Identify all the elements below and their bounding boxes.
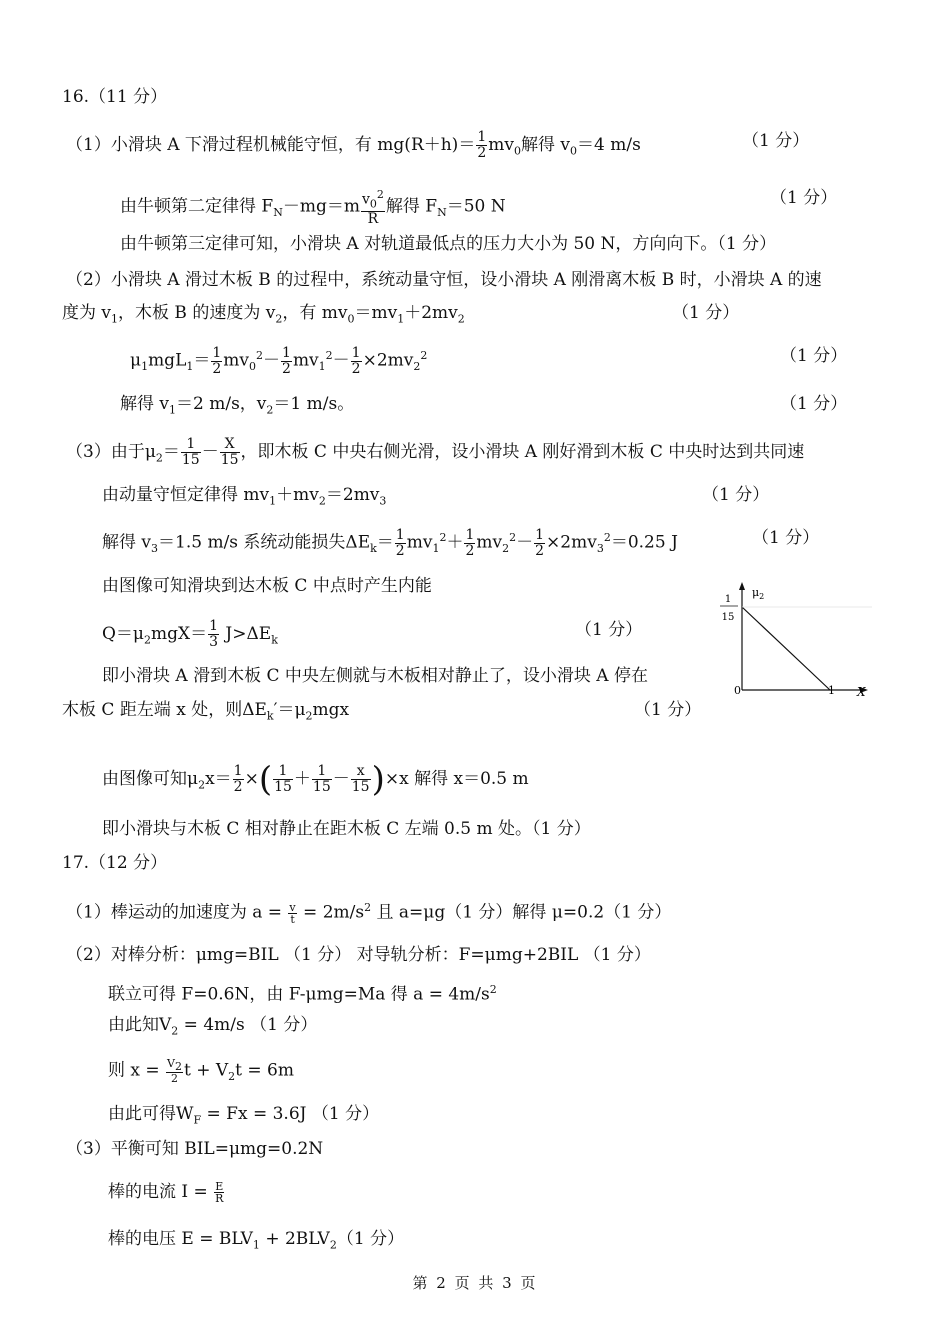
score-label: （1 分） bbox=[672, 303, 740, 323]
q17-line2: （2）对棒分析：μmg=BIL （1 分） 对导轨分析：F=μmg+2BIL （1 分） bbox=[66, 945, 651, 965]
q16-heading: 16.（11 分） bbox=[62, 87, 168, 107]
q17-line1: （1）棒运动的加速度为 a = $\frac{v}{t}$ = $2m/s^2$ 且 a=μg（1 分）解得 μ=0.2（1 分） bbox=[66, 900, 672, 926]
q16-p3-line8: 由图像可知$\mu_2x=$ $\frac{1}{2}$ ×( $\frac{1}{15}$ ＋ $\frac{1}{15}$ － $\frac{x}{15}$ )×x 解得 x＝0.5 m bbox=[102, 759, 529, 800]
q16-p3-line6: 即小滑块 A 滑到木板 C 中央左侧就与木板相对静止了，设小滑块 A 停在 bbox=[102, 666, 648, 686]
q17-heading: 17.（12 分） bbox=[62, 853, 168, 873]
q17-line9: 棒的电压 $E = BLV_1 + 2BLV_2(1$ 分） bbox=[108, 1229, 405, 1252]
q17-line8: 棒的电流 I = $\frac{E}{R}$ bbox=[108, 1180, 224, 1205]
score-label: （1 分） bbox=[702, 485, 770, 505]
score-label: （1 分） bbox=[742, 131, 810, 151]
q16-p3-line2: 由动量守恒定律得 $mv_1+mv_2=2mv_3$ bbox=[102, 485, 387, 508]
q16-p1-line2: 由牛顿第二定律得 $F_N-mg=m$ $\frac{v_0^2}{R}$ 解得 $F_N=50$ N bbox=[120, 188, 506, 228]
q16-p3-line7: 木板 C 距左端 x 处，则$\Delta E_k'=\mu_2mgx$ bbox=[62, 700, 350, 723]
q17-line6: 由此可得$W_F = Fx = 3.6J$ （1 分） bbox=[108, 1104, 380, 1127]
q16-p3-line5: $Q=\mu_2mgX=$ $\frac{1}{3}$ $J>\Delta E_k$ bbox=[102, 618, 278, 650]
q17-line3: 联立可得 F=0.6N，由 F-μmg=Ma 得 $a = 4m/s^2$ bbox=[108, 983, 497, 1005]
x-axis-label: X bbox=[857, 685, 866, 699]
q17-line7: （3）平衡可知 BIL=μmg=0.2N bbox=[66, 1139, 324, 1159]
x-tick: 1 bbox=[828, 684, 835, 697]
q16-p2-line4: 解得 $v_1=2$ m/s，$v_2=1$ m/s。 bbox=[120, 394, 355, 417]
page-footer: 第 2 页 共 3 页 bbox=[412, 1274, 538, 1292]
y-axis-arrow bbox=[739, 582, 745, 590]
score-label: （1 分） bbox=[634, 700, 702, 720]
score-label: （1 分） bbox=[752, 528, 820, 548]
q17-line4: 由此知$V_2 = 4m/s$ （1 分） bbox=[108, 1015, 318, 1038]
score-label: （1 分） bbox=[770, 188, 838, 208]
q16-p2-line3: $\mu_1mgL_1=$ $\frac{1}{2}$ $mv_0^2-$ $\frac{1}{2}$ $mv_1^2-$ $\frac{1}{2}$ $\times 2mv_2^2$ bbox=[130, 344, 428, 377]
q16-p2-line1: （2）小滑块 A 滑过木板 B 的过程中，系统动量守恒，设小滑块 A 刚滑离木板 B 时，小滑块 A 的速 bbox=[66, 270, 822, 290]
q16-p2-line2: 度为 $v_1$，木板 B 的速度为 $v_2$，有 $mv_0=mv_1+2mv_2$ bbox=[62, 303, 465, 326]
q16-p3-line1: （3）由于$\mu_2=$ $\frac{1}{15}$ － $\frac{X}{15}$ ，即木板 C 中央右侧光滑，设小滑块 A 刚好滑到木板 C 中央时达到共同速 bbox=[66, 436, 805, 468]
q17-line5: 则 x = $\frac{V_2}{2}$ $t + V_2t = 6m$ bbox=[108, 1057, 294, 1086]
q16-p3-line9: 即小滑块与木板 C 相对静止在距木板 C 左端 0.5 m 处。（1 分） bbox=[102, 819, 591, 839]
q16-p1-line3: 由牛顿第三定律可知，小滑块 A 对轨道最低点的压力大小为 50 N，方向向下。（1 分） bbox=[120, 234, 777, 254]
score-label: （1 分） bbox=[780, 394, 848, 414]
score-label: （1 分） bbox=[575, 620, 643, 640]
origin-label: 0 bbox=[734, 684, 741, 697]
y-axis-label: $\mu_2$ bbox=[752, 586, 765, 601]
mu-x-graph bbox=[712, 582, 872, 702]
y-tick-den: 15 bbox=[721, 612, 735, 623]
q16-p3-line4: 由图像可知滑块到达木板 C 中点时产生内能 bbox=[102, 576, 432, 596]
q16-p3-line3: 解得 $v_3=1.5$ m/s 系统动能损失$\Delta E_k=$ $\frac{1}{2}$ $mv_1^2+$ $\frac{1}{2}$ $mv_2^2-$ $\frac{1}{2}$ $\times 2mv_3^2=0.25$ J bbox=[102, 526, 678, 559]
data-line bbox=[742, 607, 830, 690]
score-label: （1 分） bbox=[780, 346, 848, 366]
y-tick-num: 1 bbox=[724, 594, 732, 605]
q16-p1-line1: （1）小滑块 A 下滑过程机械能守恒，有 mg(R＋h)＝ $\frac{1}{2}$ $mv_0$解得 $v_0=4$ m/s bbox=[66, 129, 641, 161]
